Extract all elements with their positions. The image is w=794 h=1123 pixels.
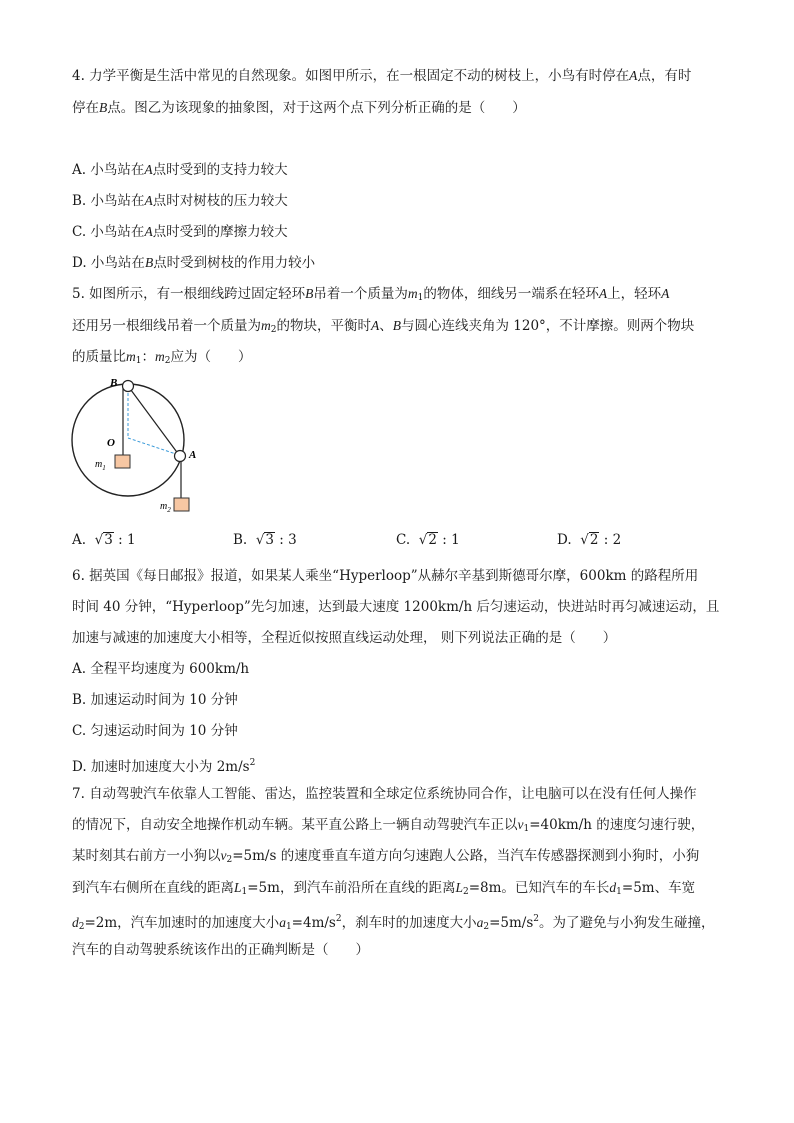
q7-stem-line-4: 到汽车右侧所在直线的距离$L_1=5m$，到汽车前沿所在直线的距离$L_2=8m$。已知汽车的车长$d_1=5m$、车宽	[72, 880, 696, 897]
figure-thread-ba	[128, 386, 179, 455]
q6-option-d: D. 加速时加速度大小为 $2m/s^2$	[72, 758, 256, 775]
q4-option-b: B. 小鸟站在A点时对树枝的压力较大	[72, 193, 288, 209]
q6-stem-line-1: 6. 据英国《每日邮报》报道，如果某人乘坐“Hyperloop”从赫尔辛基到斯德哥尔摩，600km 的路程所用	[72, 568, 699, 584]
q6-stem-line-2: 时间 40 分钟，“Hyperloop”先匀加速，达到最大速度 1200km/h 后匀速运动，快进站时再匀减速运动，且	[72, 599, 720, 615]
q7-stem-line-1: 7. 自动驾驶汽车依靠人工智能、雷达，监控装置和全球定位系统协同合作，让电脑可以在没有任何人操作	[72, 786, 697, 802]
q5-stem-line-3: 的质量比$m_1$：$m_2$应为（ ）	[72, 349, 252, 366]
q5-option-d: D. √2 : 2	[557, 532, 622, 548]
q6-option-c: C. 匀速运动时间为 10 分钟	[72, 723, 238, 739]
figure-radius-oa	[128, 438, 179, 455]
q7-stem-line-2: 的情况下，自动安全地操作机动车辆。某平直公路上一辆自动驾驶汽车正以$v_1=40km/h$ 的速度匀速行驶，	[72, 817, 705, 834]
q4-option-c: C. 小鸟站在A点时受到的摩擦力较大	[72, 224, 288, 240]
label-a: A	[189, 449, 197, 461]
sqrt-icon: √2	[580, 532, 599, 548]
q4-option-a: A. 小鸟站在A点时受到的支持力较大	[72, 162, 288, 178]
ring-a	[175, 451, 186, 462]
q5-option-a: A. √3 : 1	[72, 532, 136, 548]
q7-stem-line-6: 汽车的自动驾驶系统该作出的正确判断是（ ）	[72, 942, 369, 958]
label-m1: $m_1$	[95, 459, 106, 472]
block-m2	[174, 498, 189, 511]
q6-stem-line-3: 加速与减速的加速度大小相等，全程近似按照直线运动处理， 则下列说法正确的是（ ）	[72, 630, 617, 646]
sqrt-icon: √3	[255, 532, 275, 548]
q4-option-d: D. 小鸟站在B点时受到树枝的作用力较小	[72, 255, 316, 271]
sqrt-icon: √2	[418, 532, 437, 548]
q6-option-a: A. 全程平均速度为 600km/h	[72, 661, 250, 677]
q6-option-b: B. 加速运动时间为 10 分钟	[72, 692, 238, 708]
q4-stem-line-2: 停在B点。图乙为该现象的抽象图，对于这两个点下列分析正确的是（ ）	[72, 100, 526, 116]
label-b: B	[110, 377, 118, 389]
q4-stem-line-1: 4. 力学平衡是生活中常见的自然现象。如图甲所示，在一根固定不动的树枝上，小鸟有时停在A点，有时	[72, 68, 692, 84]
q5-stem-line-2: 还用另一根细线吊着一个质量为$m_2$的物块，平衡时A、B与圆心连线夹角为 120°，不计摩擦。则两个物块	[72, 318, 695, 335]
label-o: O	[107, 437, 115, 449]
block-m1	[115, 455, 130, 468]
q7-stem-line-3: 某时刻其右前方一小狗以$v_2=5m/s$ 的速度垂直车道方向匀速跑人公路，当汽车传感器探测到小狗时，小狗	[72, 848, 700, 865]
sqrt-icon: √3	[94, 532, 113, 548]
q5-option-c: C. √2 : 1	[396, 532, 460, 548]
ring-b	[123, 381, 134, 392]
q5-figure	[68, 374, 228, 519]
q7-stem-line-5: $d_2=2m$，汽车加速时的加速度大小$a_1=4m/s^2$，刹车时的加速度大小$a_2=5m/s^2$。为了避免与小狗发生碰撞，	[72, 914, 715, 932]
q5-stem-line-1: 5. 如图所示，有一根细线跨过固定轻环B吊着一个质量为$m_1$的物体，细线另一端系在轻环A上，轻环A	[72, 286, 670, 303]
q5-option-b: B. √3 : 3	[233, 532, 297, 548]
label-m2: $m_2$	[160, 501, 171, 514]
